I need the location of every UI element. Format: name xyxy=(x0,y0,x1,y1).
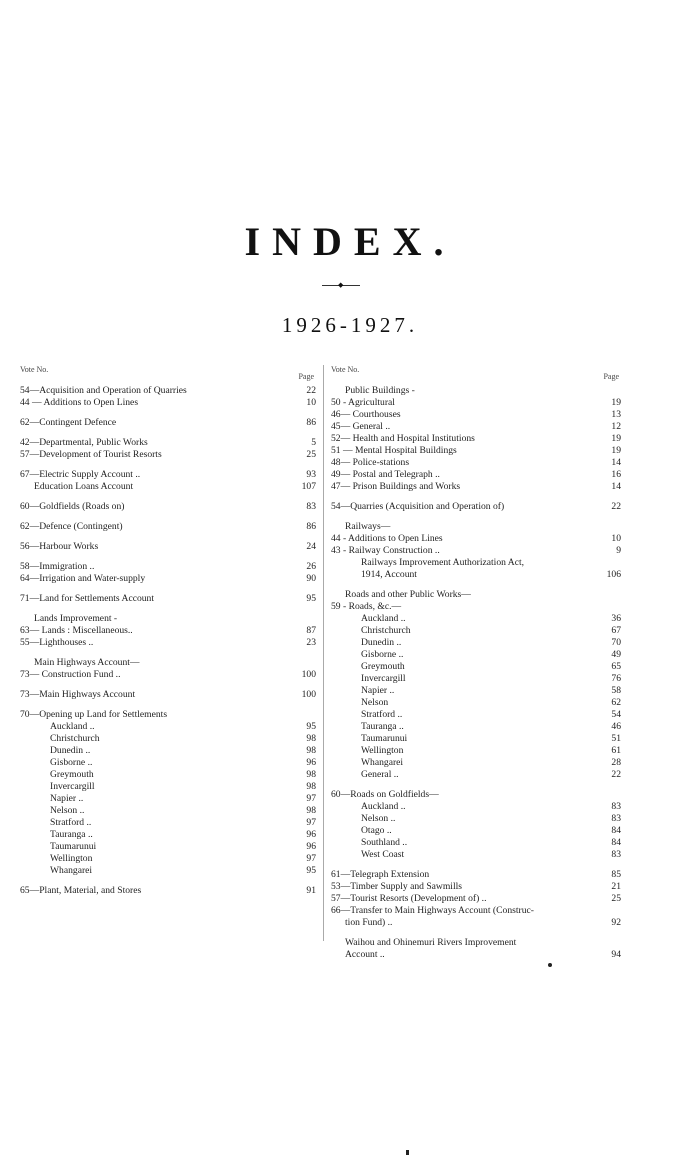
entry-page-number: 14 xyxy=(611,481,621,492)
entry-page-number: 65 xyxy=(611,661,621,672)
index-entry xyxy=(331,849,621,861)
entry-label: 46— Courthouses xyxy=(331,409,401,420)
entry-label: Lands Improvement - xyxy=(34,613,118,624)
entry-label: 63— Lands : Miscellaneous.. xyxy=(20,625,133,636)
entry-page-number: 90 xyxy=(306,573,316,584)
entry-label: 62—Defence (Contingent) xyxy=(20,521,123,532)
vote-no-header: Vote No. xyxy=(20,365,49,374)
entry-label: 54—Quarries (Acquisition and Operation of) xyxy=(331,501,505,512)
rule-ornament: ◆ xyxy=(338,281,344,289)
entry-page-number: 58 xyxy=(611,685,621,696)
entry-page-number: 85 xyxy=(611,869,621,880)
entry-label: Whangarei xyxy=(50,865,93,876)
entry-page-number: 98 xyxy=(306,745,316,756)
entry-label: Main Highways Account— xyxy=(34,657,140,668)
column-divider xyxy=(323,365,324,941)
page-header: Page xyxy=(298,372,314,381)
entry-page-number: 28 xyxy=(611,757,621,768)
index-entry xyxy=(20,885,316,897)
right-entry-list xyxy=(331,385,621,961)
index-entry xyxy=(331,433,621,445)
entry-label: Invercargill xyxy=(50,781,95,792)
page-header: Page xyxy=(603,372,619,381)
entry-label: Tauranga .. xyxy=(361,721,404,732)
entry-page-number: 22 xyxy=(306,385,316,396)
right-column-header xyxy=(331,365,621,385)
index-entry xyxy=(20,793,316,805)
entry-label: Gisborne .. xyxy=(50,757,93,768)
entry-label: Whangarei xyxy=(361,757,404,768)
left-entry-list xyxy=(20,385,316,897)
index-entry xyxy=(20,853,316,865)
index-entry xyxy=(331,893,621,905)
index-entry xyxy=(20,521,316,533)
entry-label: Greymouth xyxy=(361,661,405,672)
entry-label: 57—Tourist Resorts (Development of) .. xyxy=(331,893,487,904)
entry-label: Christchurch xyxy=(50,733,100,744)
entry-page-number: 21 xyxy=(611,881,621,892)
index-entry xyxy=(331,769,621,781)
entry-page-number: 10 xyxy=(611,533,621,544)
print-speck xyxy=(548,963,552,967)
index-entry xyxy=(20,397,316,409)
index-entry xyxy=(20,481,316,493)
entry-label: 62—Contingent Defence xyxy=(20,417,117,428)
index-entry xyxy=(331,937,621,949)
entry-label: 57—Development of Tourist Resorts xyxy=(20,449,162,460)
index-entry xyxy=(331,397,621,409)
entry-label: 51 — Mental Hospital Buildings xyxy=(331,445,457,456)
index-entry xyxy=(20,561,316,573)
entry-page-number: 19 xyxy=(611,445,621,456)
entry-label: Napier .. xyxy=(361,685,395,696)
entry-label: West Coast xyxy=(361,849,405,860)
index-entry xyxy=(20,669,316,681)
entry-page-number: 98 xyxy=(306,769,316,780)
entry-page-number: 26 xyxy=(306,561,316,572)
entry-page-number: 24 xyxy=(306,541,316,552)
entry-page-number: 83 xyxy=(611,813,621,824)
entry-page-number: 98 xyxy=(306,805,316,816)
index-entry xyxy=(20,865,316,877)
entry-label: 48— Police-stations xyxy=(331,457,410,468)
index-entry xyxy=(331,837,621,849)
index-entry xyxy=(20,657,316,669)
entry-page-number: 97 xyxy=(306,793,316,804)
index-entry xyxy=(331,685,621,697)
entry-label: 52— Health and Hospital Institutions xyxy=(331,433,475,444)
index-entry xyxy=(20,805,316,817)
entry-label: Dunedin .. xyxy=(50,745,91,756)
index-entry xyxy=(331,501,621,513)
index-entry xyxy=(331,385,621,397)
left-column xyxy=(20,365,316,897)
entry-label: Auckland .. xyxy=(361,613,406,624)
entry-page-number: 83 xyxy=(306,501,316,512)
entry-page-number: 100 xyxy=(301,689,316,700)
index-entry xyxy=(331,545,621,557)
entry-page-number: 49 xyxy=(611,649,621,660)
index-entry xyxy=(20,385,316,397)
entry-page-number: 93 xyxy=(306,469,316,480)
index-entry xyxy=(20,841,316,853)
entry-label: 65—Plant, Material, and Stores xyxy=(20,885,142,896)
entry-page-number: 25 xyxy=(306,449,316,460)
index-entry xyxy=(331,745,621,757)
entry-page-number: 12 xyxy=(611,421,621,432)
entry-label: Dunedin .. xyxy=(361,637,402,648)
index-entry xyxy=(20,449,316,461)
entry-page-number: 10 xyxy=(306,397,316,408)
entry-page-number: 62 xyxy=(611,697,621,708)
entry-page-number: 22 xyxy=(611,769,621,780)
index-entry xyxy=(331,917,621,929)
index-entry xyxy=(20,469,316,481)
index-entry xyxy=(331,825,621,837)
right-column xyxy=(331,365,621,961)
entry-label: Nelson xyxy=(361,697,389,708)
index-entry xyxy=(331,445,621,457)
entry-page-number: 95 xyxy=(306,593,316,604)
entry-label: 70—Opening up Land for Settlements xyxy=(20,709,168,720)
entry-page-number: 22 xyxy=(611,501,621,512)
entry-page-number: 5 xyxy=(311,437,316,448)
entry-label: Southland .. xyxy=(361,837,408,848)
entry-label: Nelson .. xyxy=(50,805,85,816)
entry-page-number: 46 xyxy=(611,721,621,732)
entry-page-number: 61 xyxy=(611,745,621,756)
entry-page-number: 76 xyxy=(611,673,621,684)
entry-label: 1914, Account xyxy=(361,569,417,580)
entry-page-number: 96 xyxy=(306,829,316,840)
entry-label: tion Fund) .. xyxy=(345,917,393,928)
index-entry xyxy=(331,869,621,881)
entry-label: General .. xyxy=(361,769,399,780)
index-entry xyxy=(331,533,621,545)
entry-label: 47— Prison Buildings and Works xyxy=(331,481,461,492)
entry-label: Wellington xyxy=(50,853,93,864)
entry-label: Taumarunui xyxy=(361,733,408,744)
entry-label: 43 - Railway Construction .. xyxy=(331,545,440,556)
entry-page-number: 100 xyxy=(301,669,316,680)
entry-label: 59 - Roads, &c.— xyxy=(331,601,402,612)
index-entry xyxy=(331,733,621,745)
index-entry xyxy=(331,589,621,601)
entry-label: Tauranga .. xyxy=(50,829,93,840)
index-entry xyxy=(20,817,316,829)
index-entry xyxy=(20,593,316,605)
entry-page-number: 95 xyxy=(306,865,316,876)
index-entry xyxy=(20,709,316,721)
entry-label: Taumarunui xyxy=(50,841,97,852)
entry-page-number: 97 xyxy=(306,817,316,828)
entry-label: Auckland .. xyxy=(361,801,406,812)
year-heading: 1926-1927. xyxy=(281,313,419,337)
index-entry xyxy=(20,721,316,733)
entry-label: Invercargill xyxy=(361,673,406,684)
entry-page-number: 70 xyxy=(611,637,621,648)
entry-label: Auckland .. xyxy=(50,721,95,732)
entry-page-number: 9 xyxy=(616,545,621,556)
entry-label: 73— Construction Fund .. xyxy=(20,669,121,680)
index-entry xyxy=(20,745,316,757)
index-entry xyxy=(331,457,621,469)
entry-label: 53—Timber Supply and Sawmills xyxy=(331,881,463,892)
entry-label: 71—Land for Settlements Account xyxy=(20,593,155,604)
index-entry xyxy=(331,409,621,421)
entry-page-number: 13 xyxy=(611,409,621,420)
page-title: INDEX. xyxy=(244,219,456,264)
index-entry xyxy=(20,781,316,793)
index-entry xyxy=(20,501,316,513)
index-entry xyxy=(331,905,621,917)
entry-label: 49— Postal and Telegraph .. xyxy=(331,469,440,480)
index-entry xyxy=(331,801,621,813)
entry-page-number: 84 xyxy=(611,825,621,836)
entry-page-number: 95 xyxy=(306,721,316,732)
index-entry xyxy=(331,521,621,533)
index-entry xyxy=(331,649,621,661)
entry-page-number: 84 xyxy=(611,837,621,848)
entry-page-number: 86 xyxy=(306,521,316,532)
entry-page-number: 96 xyxy=(306,757,316,768)
index-entry xyxy=(331,601,621,613)
entry-label: Stratford .. xyxy=(361,709,403,720)
entry-label: 44 — Additions to Open Lines xyxy=(20,397,139,408)
left-column-header xyxy=(20,365,316,385)
entry-page-number: 96 xyxy=(306,841,316,852)
entry-label: 67—Electric Supply Account .. xyxy=(20,469,141,480)
entry-label: Otago .. xyxy=(361,825,392,836)
entry-page-number: 67 xyxy=(611,625,621,636)
index-entry xyxy=(20,769,316,781)
index-entry xyxy=(331,557,621,569)
index-entry xyxy=(20,625,316,637)
index-entry xyxy=(331,469,621,481)
index-entry xyxy=(331,881,621,893)
entry-label: 60—Goldfields (Roads on) xyxy=(20,501,125,512)
entry-label: Roads and other Public Works— xyxy=(345,589,471,600)
entry-page-number: 97 xyxy=(306,853,316,864)
entry-page-number: 92 xyxy=(611,917,621,928)
index-entry xyxy=(331,789,621,801)
index-entry xyxy=(20,417,316,429)
index-entry xyxy=(331,613,621,625)
entry-page-number: 51 xyxy=(611,733,621,744)
entry-page-number: 54 xyxy=(611,709,621,720)
entry-label: Christchurch xyxy=(361,625,411,636)
index-entry xyxy=(331,949,621,961)
entry-page-number: 25 xyxy=(611,893,621,904)
entry-label: Wellington xyxy=(361,745,404,756)
index-entry xyxy=(331,709,621,721)
index-entry xyxy=(331,697,621,709)
entry-label: 45— General .. xyxy=(331,421,391,432)
index-entry xyxy=(20,613,316,625)
index-entry xyxy=(20,829,316,841)
entry-page-number: 19 xyxy=(611,397,621,408)
index-entry xyxy=(20,757,316,769)
entry-label: Education Loans Account xyxy=(34,481,134,492)
entry-label: 54—Acquisition and Operation of Quarries xyxy=(20,385,187,396)
index-entry xyxy=(20,637,316,649)
entry-page-number: 83 xyxy=(611,849,621,860)
entry-label: Napier .. xyxy=(50,793,84,804)
index-entry xyxy=(331,661,621,673)
entry-page-number: 19 xyxy=(611,433,621,444)
entry-label: Railways— xyxy=(345,521,391,532)
entry-page-number: 98 xyxy=(306,733,316,744)
entry-page-number: 36 xyxy=(611,613,621,624)
entry-label: 56—Harbour Works xyxy=(20,541,99,552)
entry-label: Waihou and Ohinemuri Rivers Improvement xyxy=(345,937,517,948)
index-entry xyxy=(331,625,621,637)
index-entry xyxy=(331,757,621,769)
entry-label: Railways Improvement Authorization Act, xyxy=(361,557,525,568)
entry-page-number: 91 xyxy=(306,885,316,896)
vote-no-header: Vote No. xyxy=(331,365,360,374)
entry-label: 64—Irrigation and Water-supply xyxy=(20,573,146,584)
entry-label: Account .. xyxy=(345,949,385,960)
entry-label: 50 - Agricultural xyxy=(331,397,395,408)
entry-label: Stratford .. xyxy=(50,817,92,828)
entry-page-number: 87 xyxy=(306,625,316,636)
index-entry xyxy=(20,437,316,449)
index-entry xyxy=(331,673,621,685)
print-speck xyxy=(406,1150,409,1155)
entry-page-number: 94 xyxy=(611,949,621,960)
entry-label: 42—Departmental, Public Works xyxy=(20,437,148,448)
index-entry xyxy=(331,637,621,649)
entry-label: 73—Main Highways Account xyxy=(20,689,136,700)
index-entry xyxy=(20,541,316,553)
entry-page-number: 16 xyxy=(611,469,621,480)
index-entry xyxy=(20,573,316,585)
entry-label: Gisborne .. xyxy=(361,649,404,660)
index-entry xyxy=(331,813,621,825)
entry-label: Nelson .. xyxy=(361,813,396,824)
entry-label: 58—Immigration .. xyxy=(20,561,95,572)
entry-page-number: 107 xyxy=(301,481,316,492)
entry-page-number: 14 xyxy=(611,457,621,468)
entry-label: 55—Lighthouses .. xyxy=(20,637,94,648)
entry-page-number: 106 xyxy=(606,569,621,580)
index-entry xyxy=(331,421,621,433)
index-entry xyxy=(331,481,621,493)
index-entry xyxy=(331,569,621,581)
entry-label: 61—Telegraph Extension xyxy=(331,869,430,880)
entry-page-number: 86 xyxy=(306,417,316,428)
index-entry xyxy=(20,689,316,701)
index-entry xyxy=(331,721,621,733)
index-entry xyxy=(20,733,316,745)
entry-label: 60—Roads on Goldfields— xyxy=(331,789,439,800)
entry-label: 44 - Additions to Open Lines xyxy=(331,533,443,544)
entry-label: Public Buildings - xyxy=(345,385,415,396)
entry-label: Greymouth xyxy=(50,769,94,780)
entry-page-number: 98 xyxy=(306,781,316,792)
entry-page-number: 23 xyxy=(306,637,316,648)
entry-label: 66—Transfer to Main Highways Account (Construc- xyxy=(331,905,534,916)
entry-page-number: 83 xyxy=(611,801,621,812)
